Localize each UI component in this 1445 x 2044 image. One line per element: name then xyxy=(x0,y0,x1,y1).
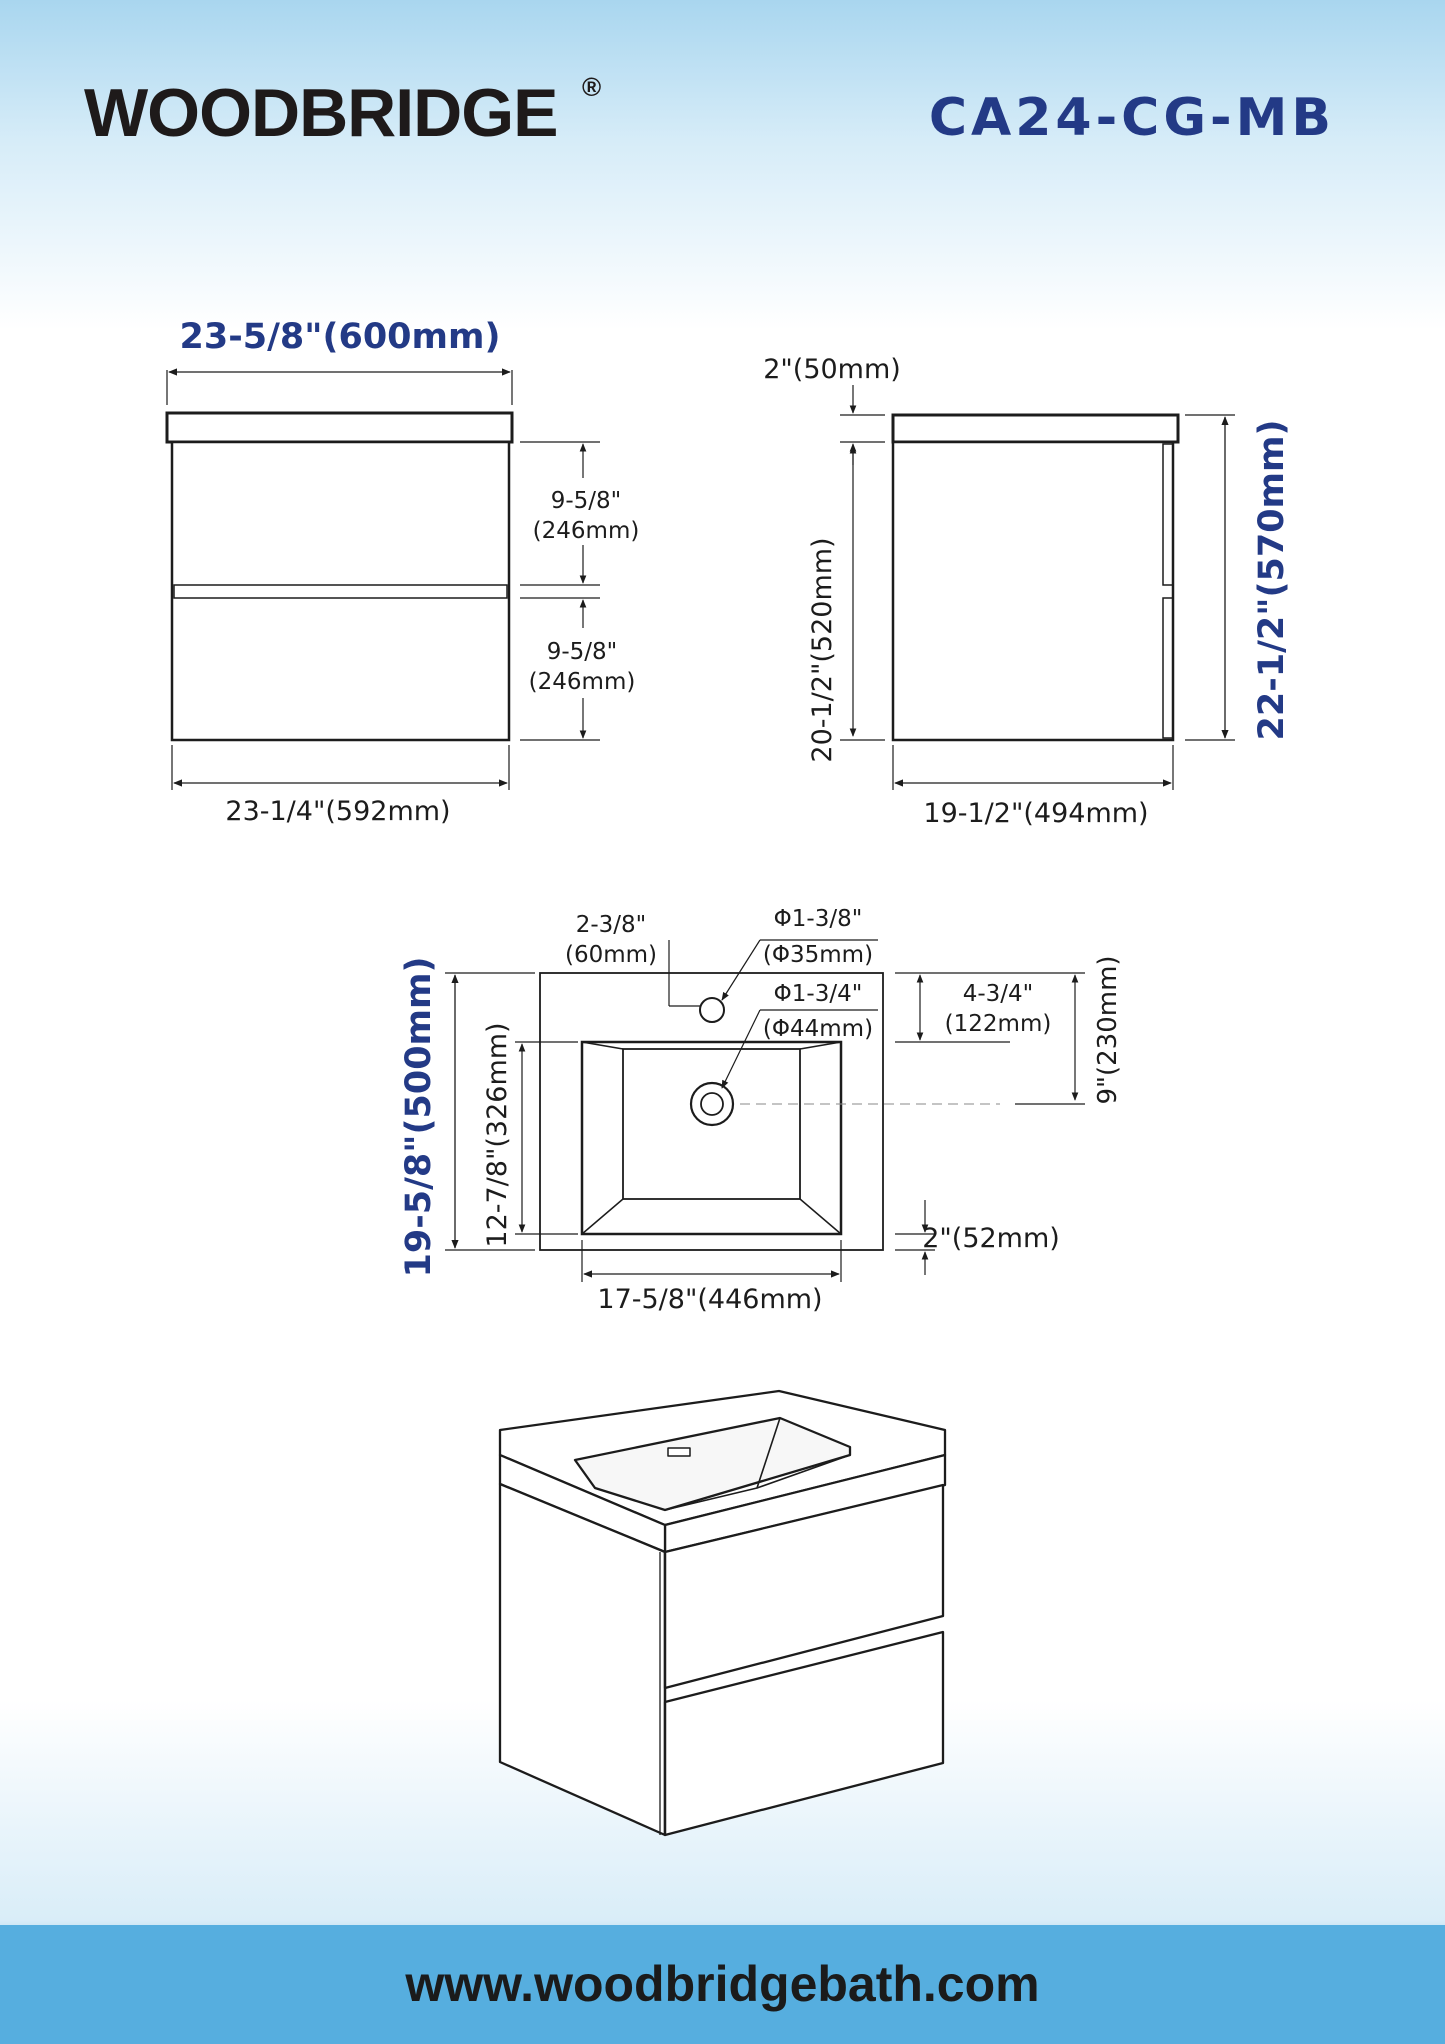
isometric-view xyxy=(500,1391,945,1835)
drain-center-depth-label: 9"(230mm) xyxy=(1093,955,1123,1105)
registered-mark: ® xyxy=(582,72,602,102)
brand-logo: WOODBRIDGE xyxy=(84,75,558,151)
drain-hole-mm-label: (Φ44mm) xyxy=(762,1016,874,1042)
upper-drawer-height-label: 9-5/8" xyxy=(550,488,622,514)
front-countertop xyxy=(167,413,512,442)
footer-bar xyxy=(0,1925,1445,2044)
lower-drawer-height-mm-label: (246mm) xyxy=(528,669,636,695)
top-countertop-outline xyxy=(540,973,883,1250)
basin-depth-label: 12-7/8"(326mm) xyxy=(482,1022,513,1248)
side-view xyxy=(840,385,1235,790)
side-total-height-label: 22-1/2"(570mm) xyxy=(1252,419,1292,741)
faucet-hole-label: Φ1-3/8" xyxy=(773,906,863,932)
side-cabinet xyxy=(893,442,1173,740)
basin-front-gap-mm-label: (122mm) xyxy=(944,1011,1052,1037)
drain-hole-label: Φ1-3/4" xyxy=(773,981,863,1007)
front-drawer-gap xyxy=(174,585,507,598)
side-countertop xyxy=(893,415,1178,442)
website-link[interactable]: www.woodbridgebath.com xyxy=(405,1956,1040,2012)
top-total-depth-label: 19-5/8"(500mm) xyxy=(399,956,439,1278)
upper-drawer-height-mm-label: (246mm) xyxy=(532,518,640,544)
front-bottom-width-label: 23-1/4"(592mm) xyxy=(225,796,451,827)
faucet-offset-mm-label: (60mm) xyxy=(564,942,658,968)
front-view xyxy=(167,370,600,790)
basin-width-label: 17-5/8"(446mm) xyxy=(597,1284,823,1315)
rear-margin-label: 2"(52mm) xyxy=(922,1223,1060,1254)
model-number: CA24-CG-MB xyxy=(928,88,1335,148)
front-top-width-label: 23-5/8"(600mm) xyxy=(179,317,501,357)
iso-overflow xyxy=(668,1448,690,1456)
lower-drawer-height-label: 9-5/8" xyxy=(546,639,618,665)
side-top-thickness-label: 2"(50mm) xyxy=(763,354,901,385)
faucet-hole-mm-label: (Φ35mm) xyxy=(762,942,874,968)
side-cabinet-height-label: 20-1/2"(520mm) xyxy=(807,537,838,763)
basin-front-gap-label: 4-3/4" xyxy=(962,981,1034,1007)
side-depth-label: 19-1/2"(494mm) xyxy=(923,798,1149,829)
faucet-offset-label: 2-3/8" xyxy=(575,912,647,938)
